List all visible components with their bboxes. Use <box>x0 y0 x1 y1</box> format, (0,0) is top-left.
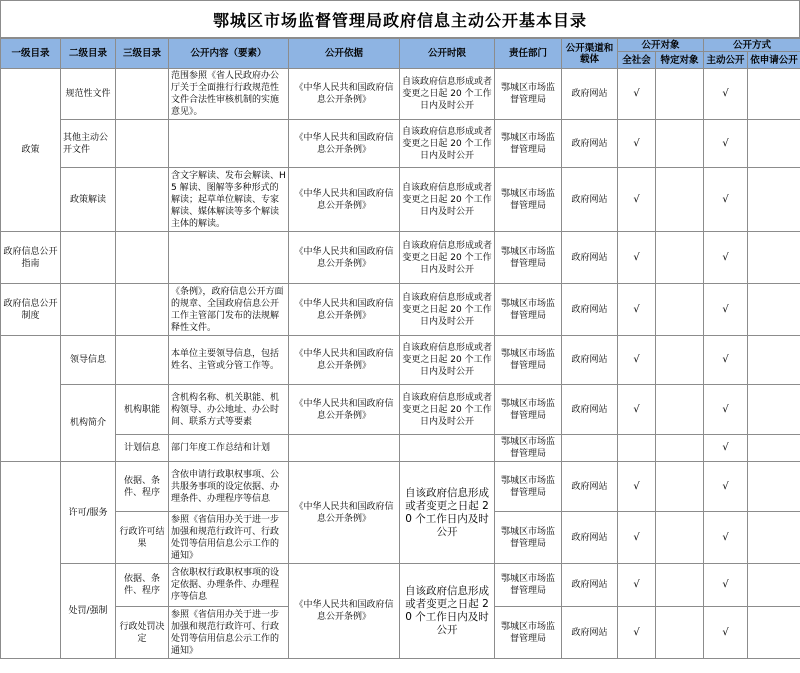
header-basis: 公开依据 <box>289 39 400 69</box>
channel-cell: 政府网站 <box>562 336 618 385</box>
basis-cell: 《中华人民共和国政府信息公开条例》 <box>289 385 400 435</box>
basis-cell: 《中华人民共和国政府信息公开条例》 <box>289 69 400 120</box>
check-all: √ <box>618 607 656 659</box>
level3-cell <box>116 232 169 284</box>
deadline-cell: 自该政府信息形成或者变更之日起 20 个工作日内及时公开 <box>400 564 495 659</box>
basis-cell: 《中华人民共和国政府信息公开条例》 <box>289 462 400 564</box>
empty-cell <box>656 512 704 564</box>
basis-cell: 《中华人民共和国政府信息公开条例》 <box>289 168 400 232</box>
content-cell: 参照《省信用办关于进一步加强和规范行政许可、行政处罚等信用信息公示工作的通知》 <box>169 607 289 659</box>
level3-cell: 行政许可结果 <box>116 512 169 564</box>
content-cell <box>169 232 289 284</box>
catalog-table <box>0 38 800 659</box>
header-row-1 <box>1 39 800 52</box>
level3-cell: 依据、条件、程序 <box>116 462 169 512</box>
check-all: √ <box>618 564 656 607</box>
header-level3: 三级目录 <box>116 39 169 69</box>
group-org-empty <box>1 336 61 462</box>
header-dept: 责任部门 <box>495 39 562 69</box>
header-method: 公开方式 <box>704 39 800 52</box>
header-target-specific: 特定对象 <box>656 52 704 69</box>
empty-cell <box>656 564 704 607</box>
level3-cell <box>116 69 169 120</box>
dept-cell: 鄂城区市场监督管理局 <box>495 284 562 336</box>
empty-cell <box>289 435 400 462</box>
group-policy: 政策 <box>1 69 61 232</box>
table-row <box>1 462 800 512</box>
empty-cell <box>656 69 704 120</box>
level3-cell: 机构职能 <box>116 385 169 435</box>
deadline-cell: 自该政府信息形成或者变更之日起 20 个工作日内及时公开 <box>400 168 495 232</box>
channel-cell: 政府网站 <box>562 607 618 659</box>
check-all: √ <box>618 336 656 385</box>
level2-cell <box>61 232 116 284</box>
empty-cell <box>656 607 704 659</box>
content-cell <box>169 120 289 168</box>
header-target-all: 全社会 <box>618 52 656 69</box>
header-deadline: 公开时限 <box>400 39 495 69</box>
level3-cell <box>116 120 169 168</box>
channel-cell: 政府网站 <box>562 512 618 564</box>
dept-cell: 鄂城区市场监督管理局 <box>495 336 562 385</box>
check-active: √ <box>704 232 748 284</box>
deadline-cell: 自该政府信息形成或者变更之日起 20 个工作日内及时公开 <box>400 284 495 336</box>
check-active: √ <box>704 168 748 232</box>
table-row <box>1 232 800 284</box>
group-guide: 政府信息公开指南 <box>1 232 61 284</box>
channel-cell: 政府网站 <box>562 69 618 120</box>
dept-cell: 鄂城区市场监督管理局 <box>495 462 562 512</box>
check-all: √ <box>618 69 656 120</box>
level3-cell: 依据、条件、程序 <box>116 564 169 607</box>
empty-cell <box>656 120 704 168</box>
check-all: √ <box>618 232 656 284</box>
header-channel: 公开渠道和载体 <box>562 39 618 69</box>
header-method-request: 依申请公开 <box>748 52 800 69</box>
deadline-cell: 自该政府信息形成或者变更之日起 20 个工作日内及时公开 <box>400 120 495 168</box>
dept-cell: 鄂城区市场监督管理局 <box>495 512 562 564</box>
level2-cell <box>61 284 116 336</box>
table-row <box>1 284 800 336</box>
deadline-cell: 自该政府信息形成或者变更之日起 20 个工作日内及时公开 <box>400 462 495 564</box>
level2-cell: 领导信息 <box>61 336 116 385</box>
dept-cell: 鄂城区市场监督管理局 <box>495 232 562 284</box>
group-license: 许可/服务 <box>61 462 116 564</box>
basis-cell: 《中华人民共和国政府信息公开条例》 <box>289 284 400 336</box>
content-cell: 含依职权行政职权事项的设定依据、办理条件、办理程序等信息 <box>169 564 289 607</box>
header-target: 公开对象 <box>618 39 704 52</box>
level2-cell: 规范性文件 <box>61 69 116 120</box>
check-active: √ <box>704 120 748 168</box>
check-active: √ <box>704 564 748 607</box>
check-all: √ <box>618 284 656 336</box>
empty-cell <box>748 435 800 462</box>
table-row <box>1 168 800 232</box>
empty-cell <box>748 168 800 232</box>
table-row <box>1 336 800 385</box>
check-active: √ <box>704 69 748 120</box>
content-cell: 部门年度工作总结和计划 <box>169 435 289 462</box>
deadline-cell: 自该政府信息形成或者变更之日起 20 个工作日内及时公开 <box>400 385 495 435</box>
channel-cell: 政府网站 <box>562 120 618 168</box>
empty-cell <box>748 120 800 168</box>
content-cell: 含文字解读、发布会解读、H5 解读、图解等多种形式的解读；起草单位解读、专家解读、媒体解读等多个解读主体的解读。 <box>169 168 289 232</box>
level3-cell: 计划信息 <box>116 435 169 462</box>
level3-cell <box>116 284 169 336</box>
basis-cell: 《中华人民共和国政府信息公开条例》 <box>289 564 400 659</box>
dept-cell: 鄂城区市场监督管理局 <box>495 564 562 607</box>
deadline-cell: 自该政府信息形成或者变更之日起 20 个工作日内及时公开 <box>400 69 495 120</box>
dept-cell: 鄂城区市场监督管理局 <box>495 607 562 659</box>
empty-cell <box>748 462 800 512</box>
level2-cell: 机构简介 <box>61 385 116 462</box>
check-all: √ <box>618 512 656 564</box>
empty-cell <box>656 336 704 385</box>
content-cell: 范围参照《省人民政府办公厅关于全面推行行政规范性文件合法性审核机制的实施意见》。 <box>169 69 289 120</box>
empty-cell <box>748 69 800 120</box>
header-level2: 二级目录 <box>61 39 116 69</box>
header-method-active: 主动公开 <box>704 52 748 69</box>
empty-cell <box>748 232 800 284</box>
check-active: √ <box>704 512 748 564</box>
check-active: √ <box>704 284 748 336</box>
level3-cell: 行政处罚决定 <box>116 607 169 659</box>
check-all: √ <box>618 462 656 512</box>
channel-cell: 政府网站 <box>562 168 618 232</box>
empty-cell <box>748 607 800 659</box>
level3-cell <box>116 168 169 232</box>
empty-cell <box>748 336 800 385</box>
empty-cell <box>656 168 704 232</box>
content-cell: 参照《省信用办关于进一步加强和规范行政许可、行政处罚等信用信息公示工作的通知》 <box>169 512 289 564</box>
check-active: √ <box>704 336 748 385</box>
empty-cell <box>656 284 704 336</box>
empty-cell <box>656 462 704 512</box>
check-active: √ <box>704 435 748 462</box>
check-all: √ <box>618 168 656 232</box>
empty-cell <box>618 435 656 462</box>
dept-cell: 鄂城区市场监督管理局 <box>495 69 562 120</box>
check-active: √ <box>704 462 748 512</box>
level2-cell: 其他主动公开文件 <box>61 120 116 168</box>
content-cell: 含依申请行政职权事项、公共服务事项的设定依据、办理条件、办理程序等信息 <box>169 462 289 512</box>
basis-cell: 《中华人民共和国政府信息公开条例》 <box>289 120 400 168</box>
check-active: √ <box>704 607 748 659</box>
empty-cell <box>656 232 704 284</box>
header-level1: 一级目录 <box>1 39 61 69</box>
empty-cell <box>748 512 800 564</box>
content-cell: 《条例》，政府信息公开方面的规章、全国政府信息公开工作主管部门发布的法规解释性文件。 <box>169 284 289 336</box>
dept-cell: 鄂城区市场监督管理局 <box>495 385 562 435</box>
table-row <box>1 69 800 120</box>
channel-cell: 政府网站 <box>562 564 618 607</box>
table-row <box>1 385 800 435</box>
dept-cell: 鄂城区市场监督管理局 <box>495 435 562 462</box>
channel-cell: 政府网站 <box>562 284 618 336</box>
group-penalty: 处罚/强制 <box>61 564 116 659</box>
empty-cell <box>656 385 704 435</box>
header-content: 公开内容（要素） <box>169 39 289 69</box>
empty-cell <box>562 435 618 462</box>
content-cell: 本单位主要领导信息，包括姓名、主管或分管工作等。 <box>169 336 289 385</box>
dept-cell: 鄂城区市场监督管理局 <box>495 168 562 232</box>
content-cell: 含机构名称、机关职能、机构领导、办公地址、办公时间、联系方式等要素 <box>169 385 289 435</box>
level3-cell <box>116 336 169 385</box>
channel-cell: 政府网站 <box>562 385 618 435</box>
check-all: √ <box>618 385 656 435</box>
deadline-cell: 自该政府信息形成或者变更之日起 20 个工作日内及时公开 <box>400 232 495 284</box>
deadline-cell: 自该政府信息形成或者变更之日起 20 个工作日内及时公开 <box>400 336 495 385</box>
empty-cell <box>748 284 800 336</box>
group-empty <box>1 462 61 659</box>
empty-cell <box>400 435 495 462</box>
basis-cell: 《中华人民共和国政府信息公开条例》 <box>289 336 400 385</box>
empty-cell <box>748 564 800 607</box>
table-row <box>1 435 800 462</box>
check-all: √ <box>618 120 656 168</box>
channel-cell: 政府网站 <box>562 462 618 512</box>
empty-cell <box>748 385 800 435</box>
check-active: √ <box>704 385 748 435</box>
group-system: 政府信息公开制度 <box>1 284 61 336</box>
page-title: 鄂城区市场监督管理局政府信息主动公开基本目录 <box>0 0 800 38</box>
table-row <box>1 120 800 168</box>
dept-cell: 鄂城区市场监督管理局 <box>495 120 562 168</box>
empty-cell <box>656 435 704 462</box>
table-row <box>1 564 800 607</box>
level2-cell: 政策解读 <box>61 168 116 232</box>
channel-cell: 政府网站 <box>562 232 618 284</box>
basis-cell: 《中华人民共和国政府信息公开条例》 <box>289 232 400 284</box>
